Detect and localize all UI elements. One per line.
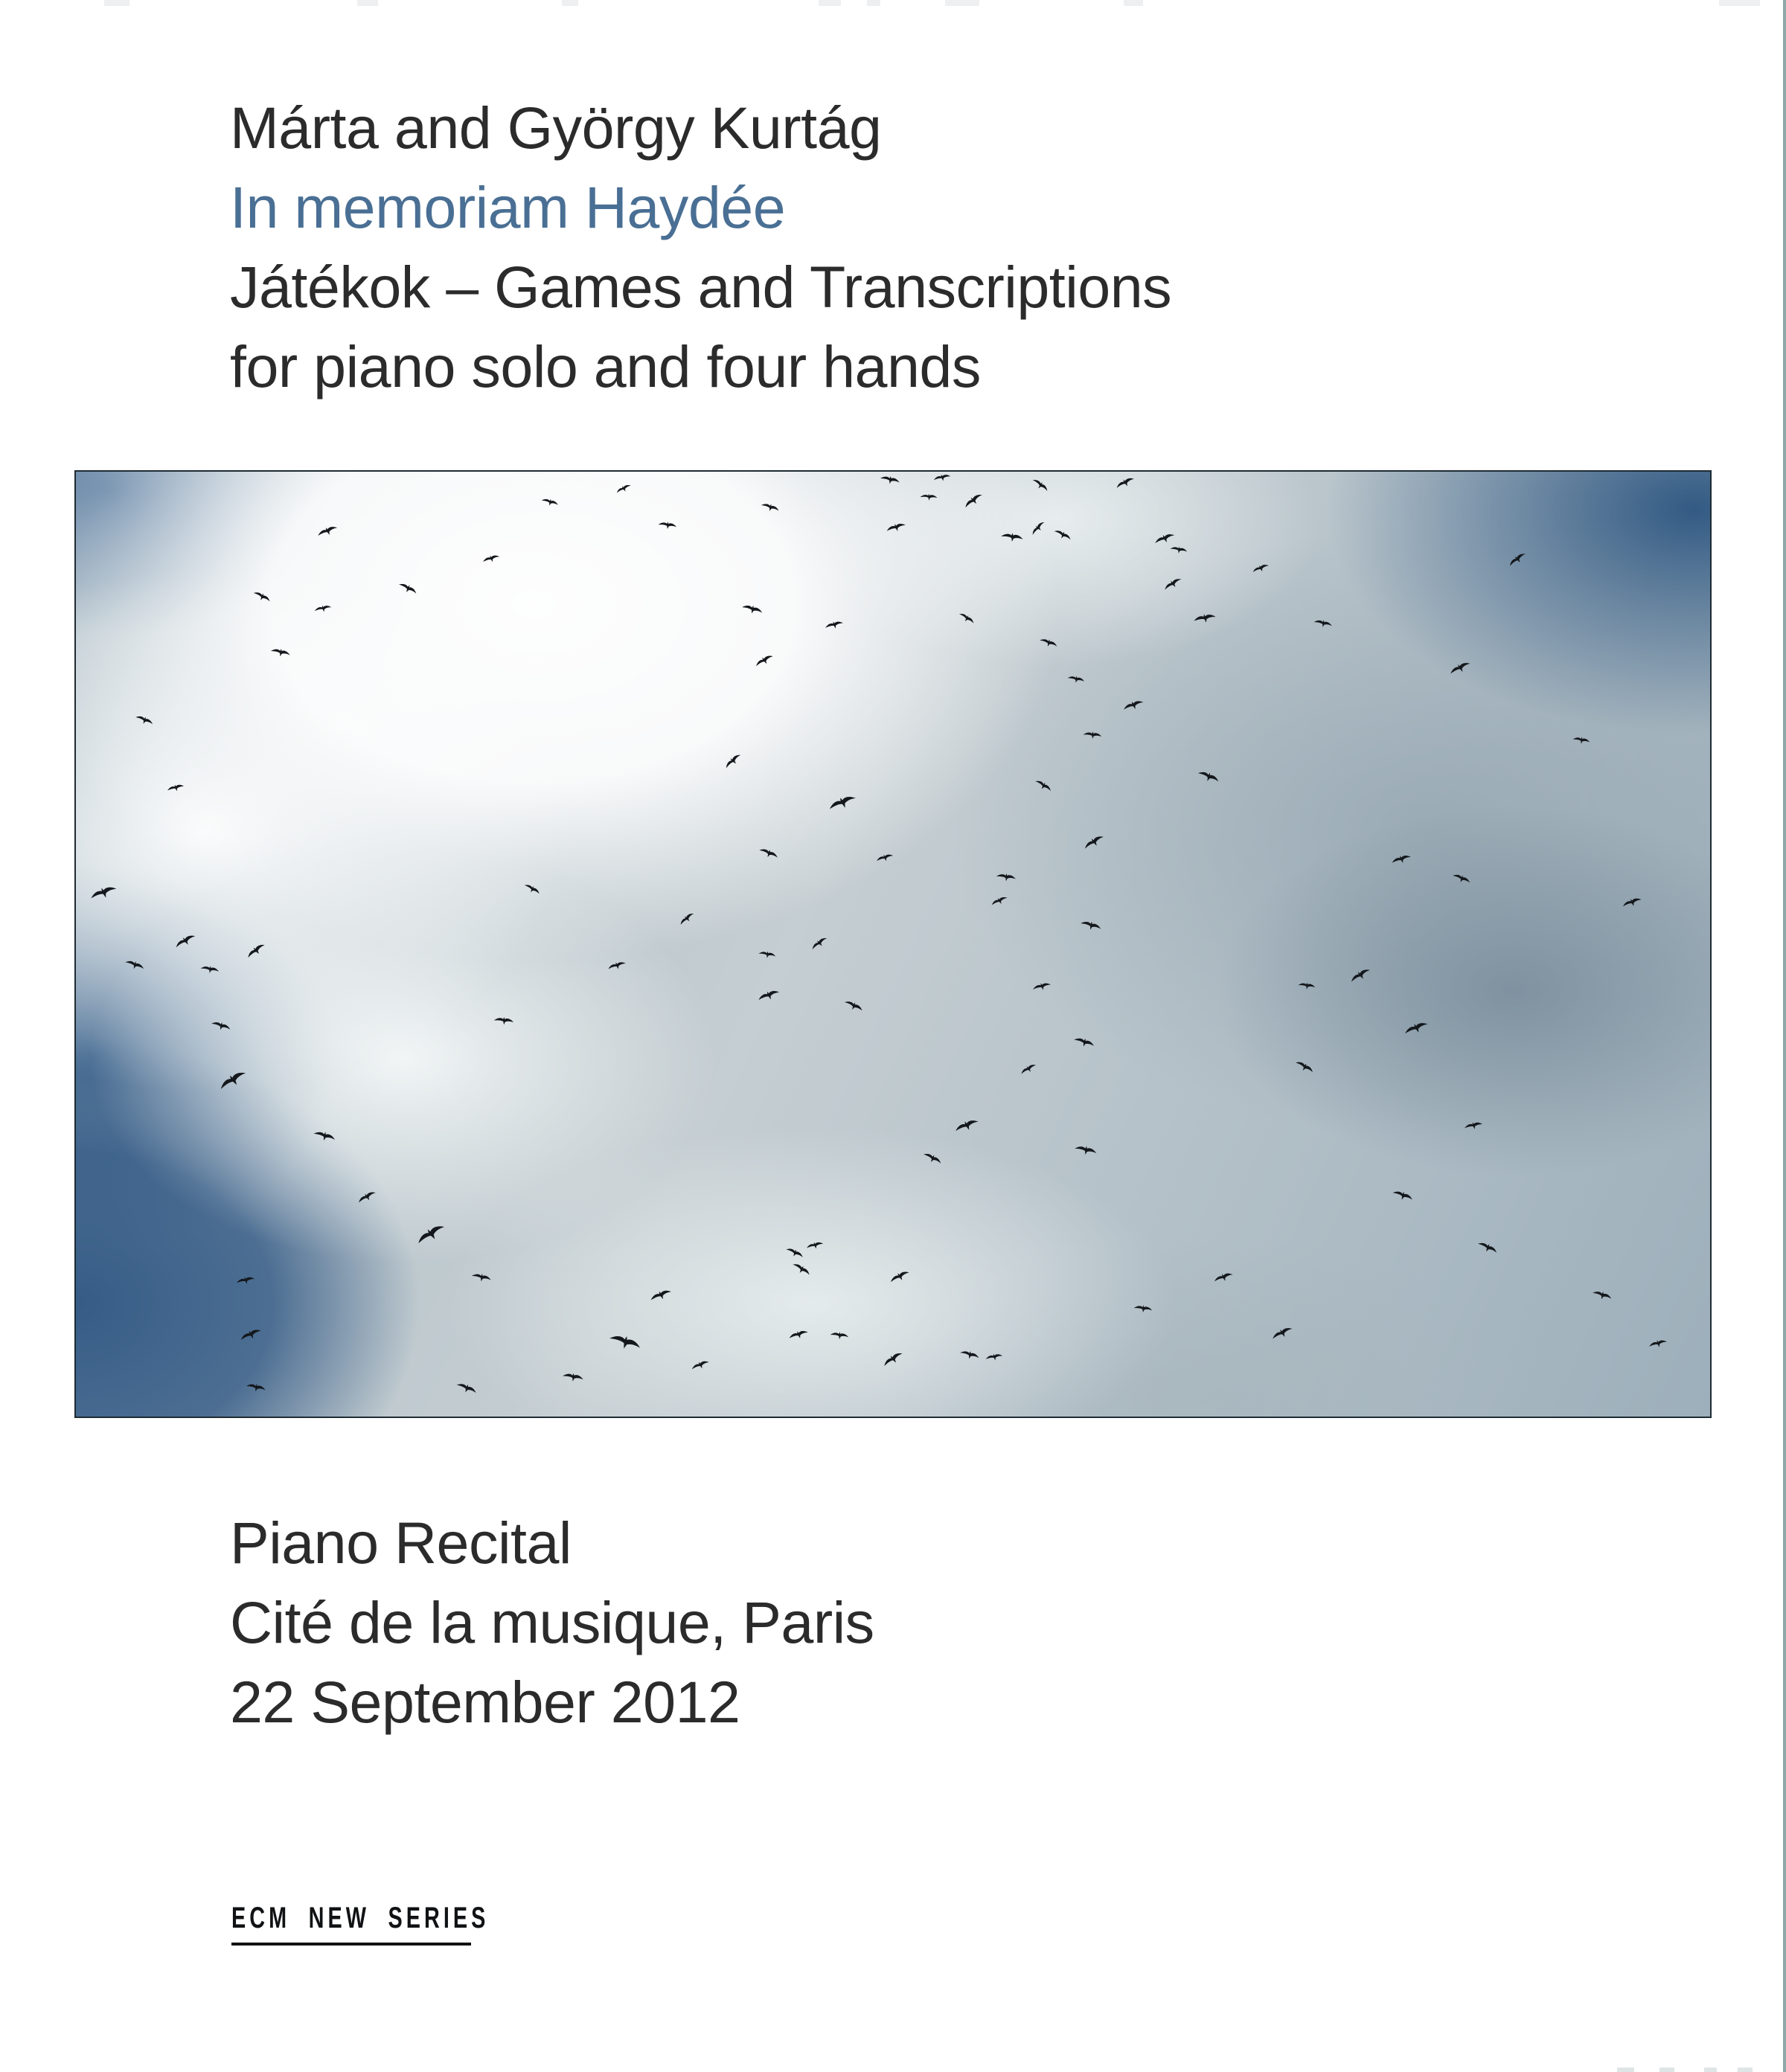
bird-icon	[1475, 1237, 1501, 1259]
bird-icon	[1031, 774, 1054, 795]
event-line-3: 22 September 2012	[230, 1669, 740, 1735]
title-block	[230, 88, 1171, 406]
bird-icon	[656, 518, 678, 533]
bird-icon	[1071, 1032, 1097, 1052]
bird-icon	[251, 586, 274, 606]
bird-icon	[994, 869, 1017, 885]
bird-icon	[1293, 1056, 1317, 1078]
subtitle-line-2: for piano solo and four hands	[230, 333, 981, 400]
bird-icon	[647, 1285, 675, 1306]
bird-icon	[453, 1377, 479, 1399]
bird-icon	[521, 879, 542, 899]
bird-icon	[1311, 615, 1334, 632]
bird-icon	[755, 985, 783, 1006]
bird-icon	[1194, 766, 1222, 789]
scan-artifact	[1704, 2068, 1717, 2072]
bird-icon	[1160, 574, 1185, 595]
bird-icon	[1052, 525, 1075, 545]
bird-icon	[1619, 894, 1644, 912]
scan-artifact	[1738, 2068, 1753, 2072]
bird-icon	[1072, 1141, 1099, 1161]
bird-icon	[960, 489, 986, 513]
bird-icon	[823, 617, 845, 632]
bird-icon	[411, 1217, 449, 1251]
bird-icon	[1296, 978, 1316, 992]
ecm-logo-text: ECM NEW SERIES	[231, 1902, 490, 1934]
bird-icon	[87, 880, 121, 905]
bird-icon	[886, 1266, 912, 1287]
bird-icon	[1081, 728, 1103, 742]
bird-icon	[828, 1328, 850, 1343]
bird-icon	[1462, 1118, 1484, 1133]
bird-icon	[787, 1326, 810, 1344]
bird-icon	[874, 850, 895, 866]
bird-icon	[958, 1346, 982, 1364]
bird-icon	[315, 521, 341, 541]
bird-icon	[1028, 518, 1049, 539]
bird-icon	[688, 1356, 711, 1374]
scan-edge-line	[1783, 0, 1786, 2072]
bird-icon	[752, 650, 776, 671]
bird-icon	[243, 939, 269, 963]
bird-icon	[560, 1368, 586, 1386]
bird-icon	[804, 1238, 825, 1253]
bird-icon	[1446, 657, 1473, 680]
bird-icon	[757, 947, 778, 962]
bird-icon	[1078, 915, 1104, 934]
bird-icon	[1132, 1301, 1153, 1316]
bird-icon	[1647, 1336, 1669, 1352]
bird-icon	[1018, 1059, 1040, 1078]
event-block	[230, 1503, 874, 1742]
scan-artifact	[867, 0, 880, 6]
bird-icon	[171, 929, 199, 953]
birds-layer	[76, 472, 1710, 1417]
scan-artifact	[1124, 0, 1143, 6]
bird-icon	[354, 1187, 379, 1207]
scan-artifact	[819, 0, 841, 6]
artist-line: Márta and György Kurtág	[230, 94, 882, 161]
bird-icon	[1113, 473, 1137, 493]
bird-icon	[606, 958, 628, 974]
bird-icon	[1450, 870, 1473, 889]
bird-icon	[1028, 474, 1052, 495]
ecm-logo	[231, 1902, 589, 1946]
bird-icon	[214, 1064, 252, 1096]
bird-icon	[932, 470, 952, 484]
bird-icon	[395, 578, 420, 600]
cover-photo	[74, 470, 1712, 1418]
bird-icon	[313, 602, 333, 616]
bird-icon	[825, 789, 860, 816]
bird-icon	[920, 1148, 944, 1170]
bird-icon	[842, 995, 866, 1016]
bird-icon	[1571, 733, 1592, 748]
bird-icon	[759, 498, 782, 516]
scan-artifact	[562, 0, 578, 6]
bird-icon	[676, 908, 698, 928]
subtitle-line-1: Játékok – Games and Transcriptions	[230, 254, 1172, 320]
bird-icon	[1390, 1185, 1416, 1206]
bird-icon	[1120, 695, 1146, 714]
bird-icon	[879, 1347, 906, 1371]
bird-icon	[243, 1379, 267, 1396]
bird-icon	[999, 528, 1025, 546]
scan-artifact	[1659, 2068, 1674, 2072]
bird-icon	[310, 1126, 338, 1146]
bird-icon	[165, 781, 186, 796]
bird-icon	[133, 711, 156, 730]
bird-icon	[493, 1013, 516, 1029]
bird-icon	[988, 892, 1010, 909]
bird-icon	[540, 494, 561, 510]
bird-icon	[481, 551, 502, 566]
bird-icon	[756, 843, 781, 863]
bird-icon	[878, 472, 902, 490]
bird-icon	[720, 749, 745, 772]
bird-icon	[123, 955, 147, 975]
bird-icon	[235, 1273, 257, 1288]
bird-icon	[1401, 1016, 1431, 1040]
bird-icon	[605, 1327, 644, 1358]
bird-icon	[1192, 609, 1218, 626]
bird-icon	[985, 1350, 1005, 1364]
bird-icon	[470, 1268, 493, 1286]
bird-icon	[808, 933, 831, 954]
event-line-2: Cité de la musique, Paris	[230, 1589, 874, 1655]
bird-icon	[1211, 1268, 1235, 1287]
bird-icon	[613, 481, 633, 497]
scan-artifact	[1719, 0, 1760, 6]
bird-icon	[1168, 543, 1189, 558]
bird-icon	[1505, 548, 1529, 571]
scan-artifact	[1617, 2068, 1634, 2072]
bird-icon	[237, 1324, 264, 1346]
bird-icon	[1031, 979, 1053, 995]
scan-artifact	[945, 0, 979, 6]
bird-icon	[209, 1017, 234, 1036]
bird-icon	[1037, 634, 1060, 652]
bird-icon	[789, 1258, 813, 1280]
bird-icon	[884, 519, 908, 536]
album-title: In memoriam Haydée	[230, 174, 786, 240]
scan-artifact	[357, 0, 378, 6]
bird-icon	[1250, 559, 1272, 576]
bird-icon	[1066, 672, 1086, 687]
bird-icon	[1389, 850, 1413, 868]
bird-icon	[1346, 963, 1374, 988]
bird-icon	[1268, 1322, 1296, 1345]
bird-icon	[919, 491, 938, 504]
bird-icon	[268, 644, 292, 661]
bird-icon	[740, 600, 766, 619]
scan-artifact	[104, 0, 129, 6]
bird-icon	[1080, 830, 1108, 855]
bird-icon	[1590, 1286, 1615, 1306]
bird-icon	[951, 1114, 982, 1138]
bird-icon	[199, 962, 221, 978]
bird-icon	[956, 609, 977, 628]
event-line-1: Piano Recital	[230, 1510, 572, 1576]
ecm-logo-rule	[231, 1943, 471, 1946]
